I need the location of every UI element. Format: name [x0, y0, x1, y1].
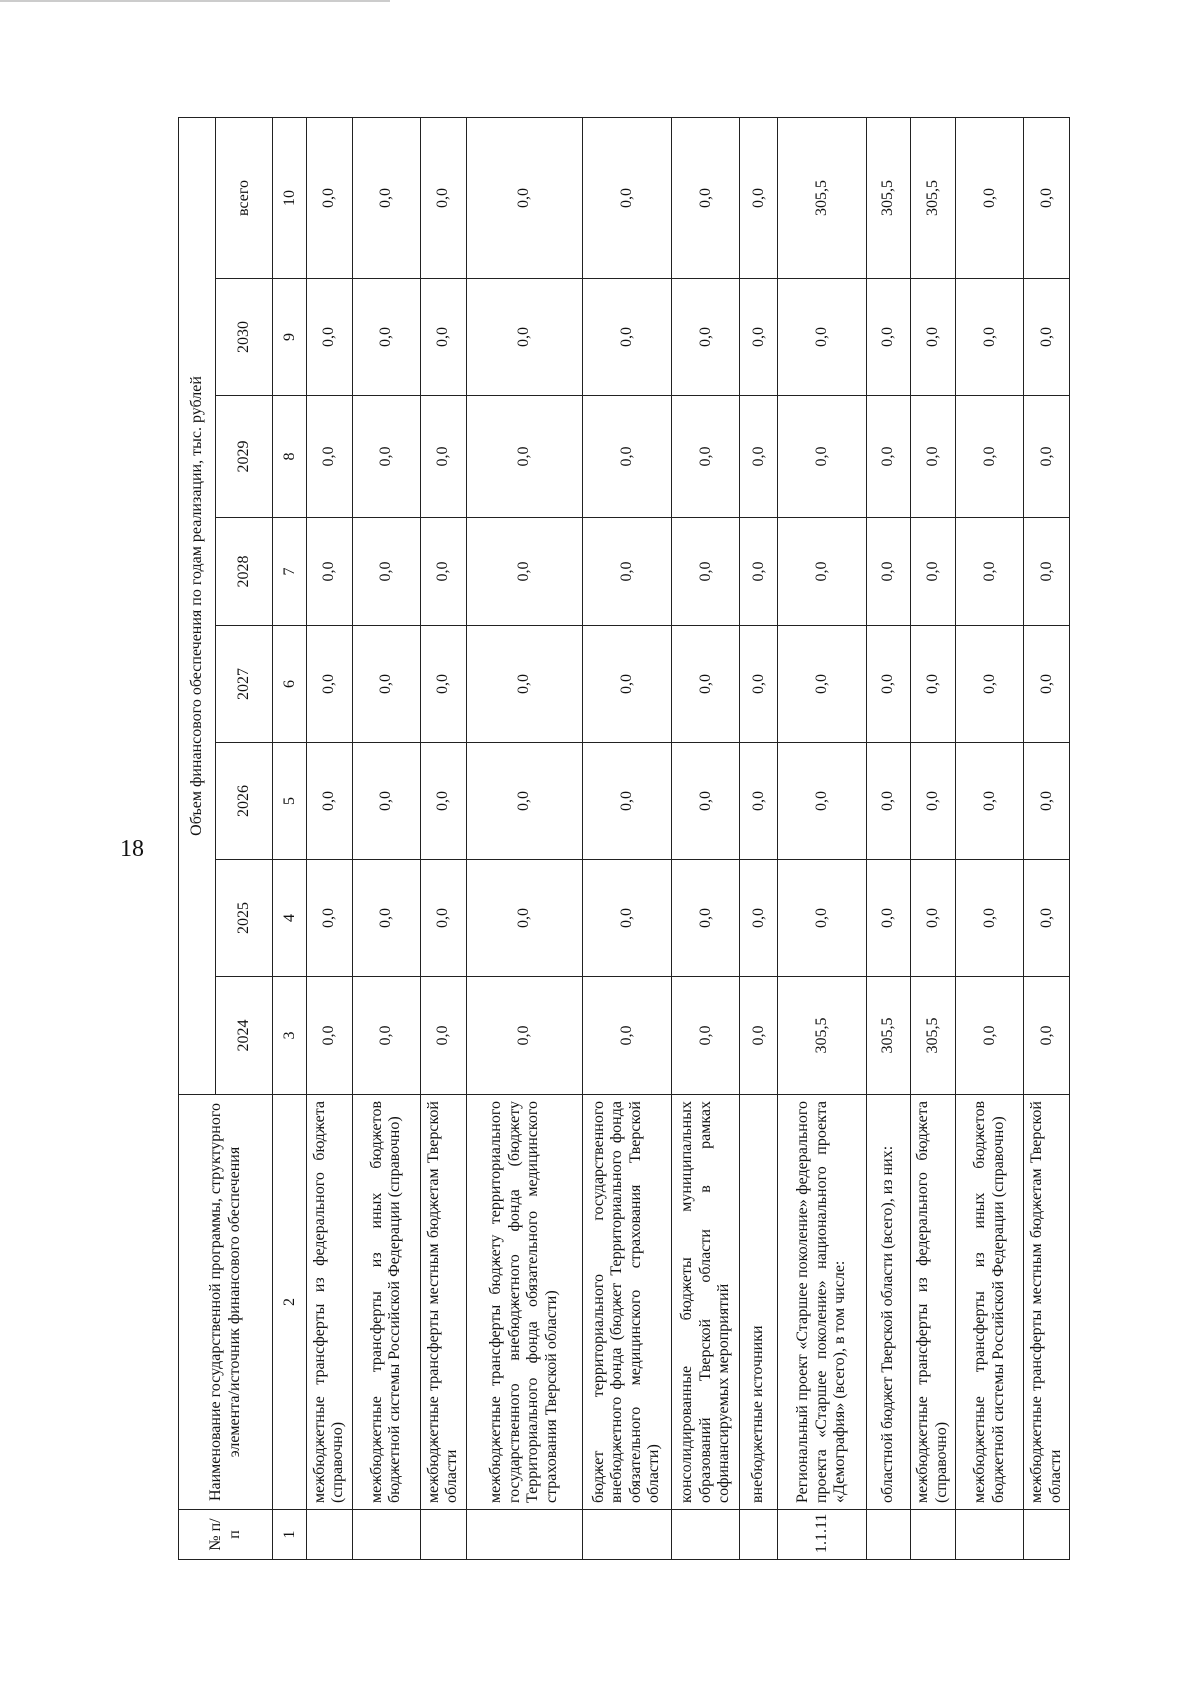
column-index: 5 [273, 743, 307, 860]
value-cell: 0,0 [352, 860, 420, 977]
total-cell: 0,0 [352, 117, 420, 278]
table-wrapper [178, 118, 1070, 1560]
value-cell: 0,0 [956, 279, 1024, 396]
value-cell: 0,0 [740, 518, 777, 626]
table-row [777, 117, 866, 1559]
column-index: 7 [273, 518, 307, 626]
value-cell: 0,0 [910, 743, 955, 860]
value-cell: 0,0 [421, 977, 466, 1095]
value-cell: 0,0 [671, 860, 739, 977]
value-cell: 0,0 [352, 626, 420, 743]
value-cell: 0,0 [421, 860, 466, 977]
value-cell: 0,0 [867, 743, 911, 860]
value-cell: 0,0 [956, 626, 1024, 743]
value-cell: 0,0 [867, 279, 911, 396]
value-cell: 0,0 [740, 626, 777, 743]
value-cell: 0,0 [582, 396, 671, 518]
total-cell: 0,0 [671, 117, 739, 278]
header-row-1 [179, 117, 216, 1559]
column-index: 1 [273, 1510, 307, 1560]
row-name: Региональный проект «Старшее поколение» федерального проекта «Старшее поколение» национального проекта «Демография» (всего), в том числе: [777, 1095, 866, 1510]
row-name: внебюджетные источники [740, 1095, 777, 1510]
header-no: № п/п [179, 1510, 273, 1560]
column-index: 2 [273, 1095, 307, 1510]
row-name: консолидированные бюджеты муниципальных образований Тверской области в рамках софинансируемых мероприятий [671, 1095, 739, 1510]
total-cell: 0,0 [421, 117, 466, 278]
value-cell: 0,0 [956, 977, 1024, 1095]
total-cell: 305,5 [777, 117, 866, 278]
table-row [352, 117, 420, 1559]
header-year: 2027 [216, 626, 273, 743]
value-cell: 305,5 [867, 977, 911, 1095]
table-row [956, 117, 1024, 1559]
rotated-table-container [178, 118, 1070, 1560]
value-cell: 0,0 [307, 860, 352, 977]
row-number [582, 1510, 671, 1560]
row-name: бюджет территориального государственного внебюджетного фонда (бюджет Территориального фонда обязательного медицинского страхования Тверской области) [582, 1095, 671, 1510]
value-cell: 0,0 [777, 860, 866, 977]
value-cell: 0,0 [956, 396, 1024, 518]
value-cell: 0,0 [671, 518, 739, 626]
row-number [421, 1510, 466, 1560]
value-cell: 0,0 [466, 396, 582, 518]
table-row [466, 117, 582, 1559]
row-number [352, 1510, 420, 1560]
value-cell: 0,0 [910, 396, 955, 518]
value-cell: 0,0 [466, 279, 582, 396]
table-row [307, 117, 352, 1559]
value-cell: 0,0 [740, 396, 777, 518]
value-cell: 0,0 [1024, 860, 1070, 977]
table-row [740, 117, 777, 1559]
value-cell: 0,0 [671, 279, 739, 396]
value-cell: 0,0 [421, 626, 466, 743]
value-cell: 0,0 [956, 518, 1024, 626]
row-name: межбюджетные трансферты местным бюджетам Тверской области [1024, 1095, 1070, 1510]
value-cell: 0,0 [1024, 743, 1070, 860]
value-cell: 0,0 [421, 518, 466, 626]
value-cell: 0,0 [740, 860, 777, 977]
total-cell: 305,5 [867, 117, 911, 278]
value-cell: 0,0 [421, 279, 466, 396]
value-cell: 0,0 [910, 279, 955, 396]
value-cell: 0,0 [352, 743, 420, 860]
value-cell: 0,0 [307, 279, 352, 396]
value-cell: 0,0 [582, 279, 671, 396]
value-cell: 0,0 [466, 626, 582, 743]
financing-table [178, 117, 1070, 1560]
row-name: межбюджетные трансферты из федерального бюджета (справочно) [307, 1095, 352, 1510]
table-row [910, 117, 955, 1559]
column-index: 8 [273, 396, 307, 518]
row-number [307, 1510, 352, 1560]
header-year: 2029 [216, 396, 273, 518]
value-cell: 0,0 [352, 977, 420, 1095]
table-row [582, 117, 671, 1559]
table-row [671, 117, 739, 1559]
value-cell: 0,0 [421, 743, 466, 860]
row-number [867, 1510, 911, 1560]
value-cell: 305,5 [910, 977, 955, 1095]
value-cell: 0,0 [777, 279, 866, 396]
value-cell: 0,0 [1024, 977, 1070, 1095]
row-number [671, 1510, 739, 1560]
scan-edge [0, 0, 390, 2]
value-cell: 0,0 [582, 743, 671, 860]
value-cell: 0,0 [582, 626, 671, 743]
header-year: 2024 [216, 977, 273, 1095]
row-number [740, 1510, 777, 1560]
page-number: 18 [120, 836, 144, 862]
header-name: Наименование государственной программы, структурного элемента/источник финансового обеспечения [179, 1095, 273, 1510]
value-cell: 0,0 [1024, 518, 1070, 626]
row-name: областной бюджет Тверской области (всего), из них: [867, 1095, 911, 1510]
value-cell: 0,0 [867, 626, 911, 743]
header-year: 2028 [216, 518, 273, 626]
value-cell: 0,0 [671, 626, 739, 743]
value-cell: 0,0 [466, 518, 582, 626]
value-cell: 0,0 [671, 977, 739, 1095]
row-name: межбюджетные трансферты местным бюджетам Тверской области [421, 1095, 466, 1510]
value-cell: 0,0 [352, 396, 420, 518]
column-index: 10 [273, 117, 307, 278]
value-cell: 0,0 [777, 396, 866, 518]
value-cell: 0,0 [777, 518, 866, 626]
row-name: межбюджетные трансферты из иных бюджетов бюджетной системы Российской Федерации (справочно) [956, 1095, 1024, 1510]
value-cell: 0,0 [910, 626, 955, 743]
value-cell: 0,0 [1024, 396, 1070, 518]
table-row [1024, 117, 1070, 1559]
row-number [956, 1510, 1024, 1560]
value-cell: 0,0 [421, 396, 466, 518]
column-index: 9 [273, 279, 307, 396]
total-cell: 0,0 [1024, 117, 1070, 278]
column-index-row [273, 117, 307, 1559]
total-cell: 0,0 [582, 117, 671, 278]
table-row [867, 117, 911, 1559]
value-cell: 0,0 [466, 743, 582, 860]
value-cell: 0,0 [671, 396, 739, 518]
header-year: 2030 [216, 279, 273, 396]
row-number [1024, 1510, 1070, 1560]
row-number [910, 1510, 955, 1560]
row-number [466, 1510, 582, 1560]
total-cell: 0,0 [956, 117, 1024, 278]
value-cell: 0,0 [582, 977, 671, 1095]
value-cell: 0,0 [867, 396, 911, 518]
header-total: всего [216, 117, 273, 278]
value-cell: 0,0 [956, 743, 1024, 860]
row-name: межбюджетные трансферты из иных бюджетов бюджетной системы Российской Федерации (справочно) [352, 1095, 420, 1510]
row-name: межбюджетные трансферты из федерального бюджета (справочно) [910, 1095, 955, 1510]
value-cell: 0,0 [910, 518, 955, 626]
column-index: 4 [273, 860, 307, 977]
value-cell: 0,0 [867, 860, 911, 977]
header-year: 2025 [216, 860, 273, 977]
value-cell: 0,0 [777, 626, 866, 743]
value-cell: 0,0 [910, 860, 955, 977]
total-cell: 305,5 [910, 117, 955, 278]
value-cell: 0,0 [740, 279, 777, 396]
value-cell: 0,0 [307, 977, 352, 1095]
value-cell: 0,0 [777, 743, 866, 860]
value-cell: 0,0 [352, 279, 420, 396]
value-cell: 0,0 [956, 860, 1024, 977]
header-volume: Объем финансового обеспечения по годам реализации, тыс. рублей [179, 117, 216, 1094]
value-cell: 0,0 [740, 743, 777, 860]
total-cell: 0,0 [740, 117, 777, 278]
value-cell: 0,0 [867, 518, 911, 626]
value-cell: 0,0 [582, 860, 671, 977]
value-cell: 0,0 [1024, 279, 1070, 396]
value-cell: 0,0 [466, 977, 582, 1095]
value-cell: 0,0 [307, 518, 352, 626]
value-cell: 0,0 [740, 977, 777, 1095]
value-cell: 0,0 [1024, 626, 1070, 743]
value-cell: 0,0 [352, 518, 420, 626]
table-row [421, 117, 466, 1559]
value-cell: 0,0 [307, 396, 352, 518]
value-cell: 0,0 [671, 743, 739, 860]
row-name: межбюджетные трансферты бюджету территориального государственного внебюджетного фонда (бюджету Территориального фонда обязательного медицинского страхования Тверской области) [466, 1095, 582, 1510]
value-cell: 305,5 [777, 977, 866, 1095]
total-cell: 0,0 [307, 117, 352, 278]
header-year: 2026 [216, 743, 273, 860]
value-cell: 0,0 [307, 626, 352, 743]
value-cell: 0,0 [466, 860, 582, 977]
row-number: 1.1.11 [777, 1510, 866, 1560]
value-cell: 0,0 [307, 743, 352, 860]
value-cell: 0,0 [582, 518, 671, 626]
total-cell: 0,0 [466, 117, 582, 278]
column-index: 6 [273, 626, 307, 743]
column-index: 3 [273, 977, 307, 1095]
